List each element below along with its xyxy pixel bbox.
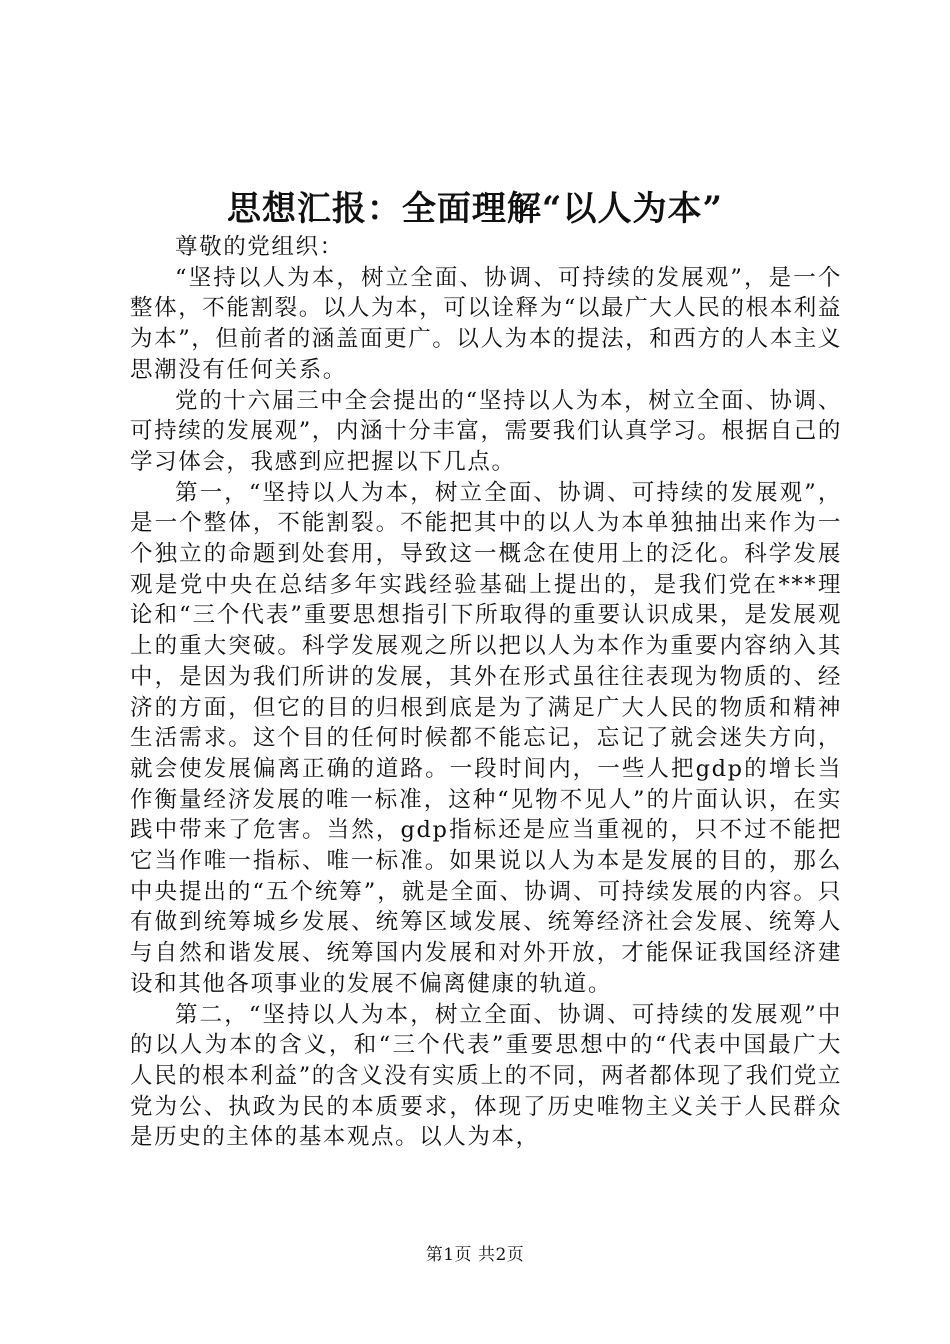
paragraph-1: “坚持以人为本，树立全面、协调、可持续的发展观”，是一个整体，不能割裂。以人为本，可以诠释为“以最广大人民的根本利益为本”，但前者的涵盖面更广。以人为本的提法，和西方的人本主义思潮没有任何关系。 [130,264,843,383]
paragraph-2: 党的十六届三中全会提出的“坚持以人为本，树立全面、协调、可持续的发展观”，内涵十分丰富，需要我们认真学习。根据自己的学习体会，我感到应把握以下几点。 [130,387,843,475]
paragraph-4: 第二，“坚持以人为本，树立全面、协调、可持续的发展观”中的以人为本的含义，和“三个代表”重要思想中的“代表中国最广大人民的根本利益”的含义没有实质上的不同，两者都体现了我们党立党为公、执政为民的本质要求，体现了历史唯物主义关于人民群众是历史的主体的基本观点。以人为本， [130,1001,843,1151]
page-footer: 第1页 共2页 [425,1245,525,1265]
salutation: 尊敬的党组织： [175,234,344,260]
paragraph-3: 第一，“坚持以人为本，树立全面、协调、可持续的发展观”，是一个整体，不能割裂。不能把其中的以人为本单独抽出来作为一个独立的命题到处套用，导致这一概念在使用上的泛化。科学发展观是党中央在总结多年实践经验基础上提出的，是我们党在***理论和“三个代表”重要思想指引下所取得的重要认识成果，是发展观上的重大突破。科学发展观之所以把以人为本作为重要内容纳入其中，是因为我们所讲的发展，其外在形式虽往往表现为物质的、经济的方面，但它的目的归根到底是为了满足广大人民的物质和精神生活需求。这个目的任何时候都不能忘记，忘记了就会迷失方向，就会使发展偏离正确的道路。一段时间内，一些人把gdp的增长当作衡量经济发展的唯一标准，这种“见物不见人”的片面认识，在实践中带来了危害。当然，gdp指标还是应当重视的，只不过不能把它当作唯一指标、唯一标准。如果说以人为本是发展的目的，那么中央提出的“五个统筹”，就是全面、协调、可持续发展的内容。只有做到统筹城乡发展、统筹区域发展、统筹经济社会发展、统筹人与自然和谐发展、统筹国内发展和对外开放，才能保证我国经济建设和其他各项事业的发展不偏离健康的轨道。 [130,479,842,997]
document-body [130,232,842,1153]
page-title: 思想汇报：全面理解“以人为本” [226,189,724,229]
